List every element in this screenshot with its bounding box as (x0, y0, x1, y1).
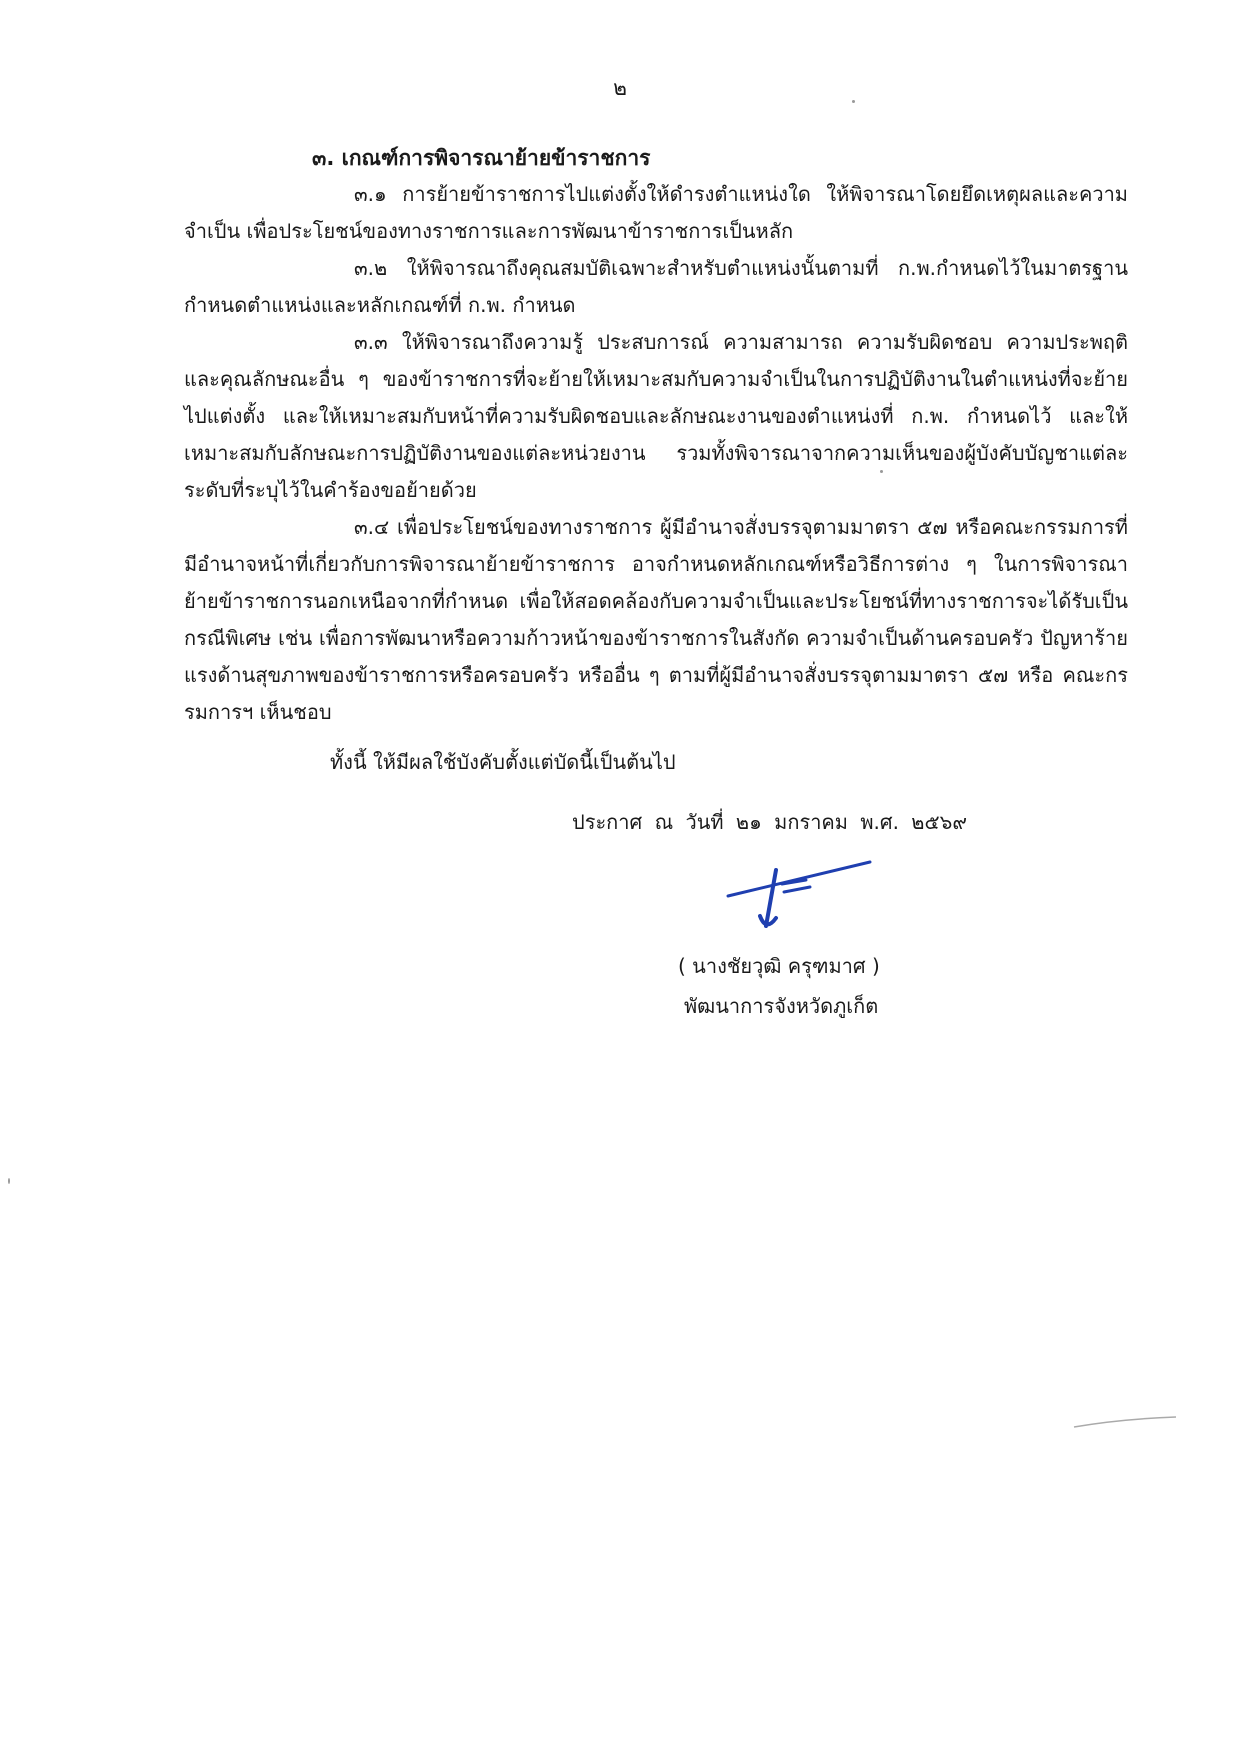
section-heading: ๓. เกณฑ์การพิจารณาย้ายข้าราชการ (312, 146, 651, 170)
paragraph-3-3: ๓.๓ ให้พิจารณาถึงความรู้ ประสบการณ์ ความสามารถ ความรับผิดชอบ ความประพฤติ และคุณลักษณะอื่น ๆ ของข้าราชการที่จะย้ายให้เหมาะสมกับความจำเป็นในการปฏิบัติงานในตำแหน่งที่จะย้ายไปแต่งตั้ง และให้เหมาะสมกับหน้าที่ความรับผิดชอบและลักษณะงานของตำแหน่งที่ ก.พ. กำหนดไว้ และให้เหมาะสมกับลักษณะการปฏิบัติงานของแต่ละหน่วยงาน รวมทั้งพิจารณาจากความเห็นของผู้บังคับบัญชาแต่ละระดับที่ระบุไว้ในคำร้องขอย้ายด้วย (184, 330, 1128, 502)
paragraph-3-1: ๓.๑ การย้ายข้าราชการไปแต่งตั้งให้ดำรงตำแหน่งใด ให้พิจารณาโดยยึดเหตุผลและความจำเป็น เพื่อประโยชน์ของทางราชการและการพัฒนาข้าราชการเป็นหลัก (184, 182, 1128, 243)
announcement-date: ประกาศ ณ วันที่ ๒๑ มกราคม พ.ศ. ๒๕๖๙ (572, 810, 967, 834)
scan-streak (1070, 1415, 1180, 1429)
handwritten-signature (720, 856, 880, 938)
scan-speck (880, 470, 883, 473)
signer-position: พัฒนาการจังหวัดภูเก็ต (684, 994, 879, 1018)
page-number: ๒ (613, 76, 627, 100)
signer-name: ( นางชัยวุฒิ ครุฑมาศ ) (678, 954, 880, 978)
closing-statement: ทั้งนี้ ให้มีผลใช้บังคับตั้งแต่บัดนี้เป็นต้นไป (330, 750, 676, 774)
document-body (184, 176, 1128, 731)
paragraph-3-2: ๓.๒ ให้พิจารณาถึงคุณสมบัติเฉพาะสำหรับตำแหน่งนั้นตามที่ ก.พ.กำหนดไว้ในมาตรฐานกำหนดตำแหน่งและหลักเกณฑ์ที่ ก.พ. กำหนด (184, 256, 1128, 317)
paragraph-3-4: ๓.๔ เพื่อประโยชน์ของทางราชการ ผู้มีอำนาจสั่งบรรจุตามมาตรา ๕๗ หรือคณะกรรมการที่มีอำนาจหน้าที่เกี่ยวกับการพิจารณาย้ายข้าราชการ อาจกำหนดหลักเกณฑ์หรือวิธีการต่าง ๆ ในการพิจารณาย้ายข้าราชการนอกเหนือจากที่กำหนด เพื่อให้สอดคล้องกับความจำเป็นและประโยชน์ที่ทางราชการจะได้รับเป็นกรณีพิเศษ เช่น เพื่อการพัฒนาหรือความก้าวหน้าของข้าราชการในสังกัด ความจำเป็นด้านครอบครัว ปัญหาร้ายแรงด้านสุขภาพของข้าราชการหรือครอบครัว หรืออื่น ๆ ตามที่ผู้มีอำนาจสั่งบรรจุตามมาตรา ๕๗ หรือ คณะกรรมการฯ เห็นชอบ (184, 515, 1128, 724)
scan-speck (8, 1178, 10, 1184)
scan-speck (852, 100, 855, 103)
